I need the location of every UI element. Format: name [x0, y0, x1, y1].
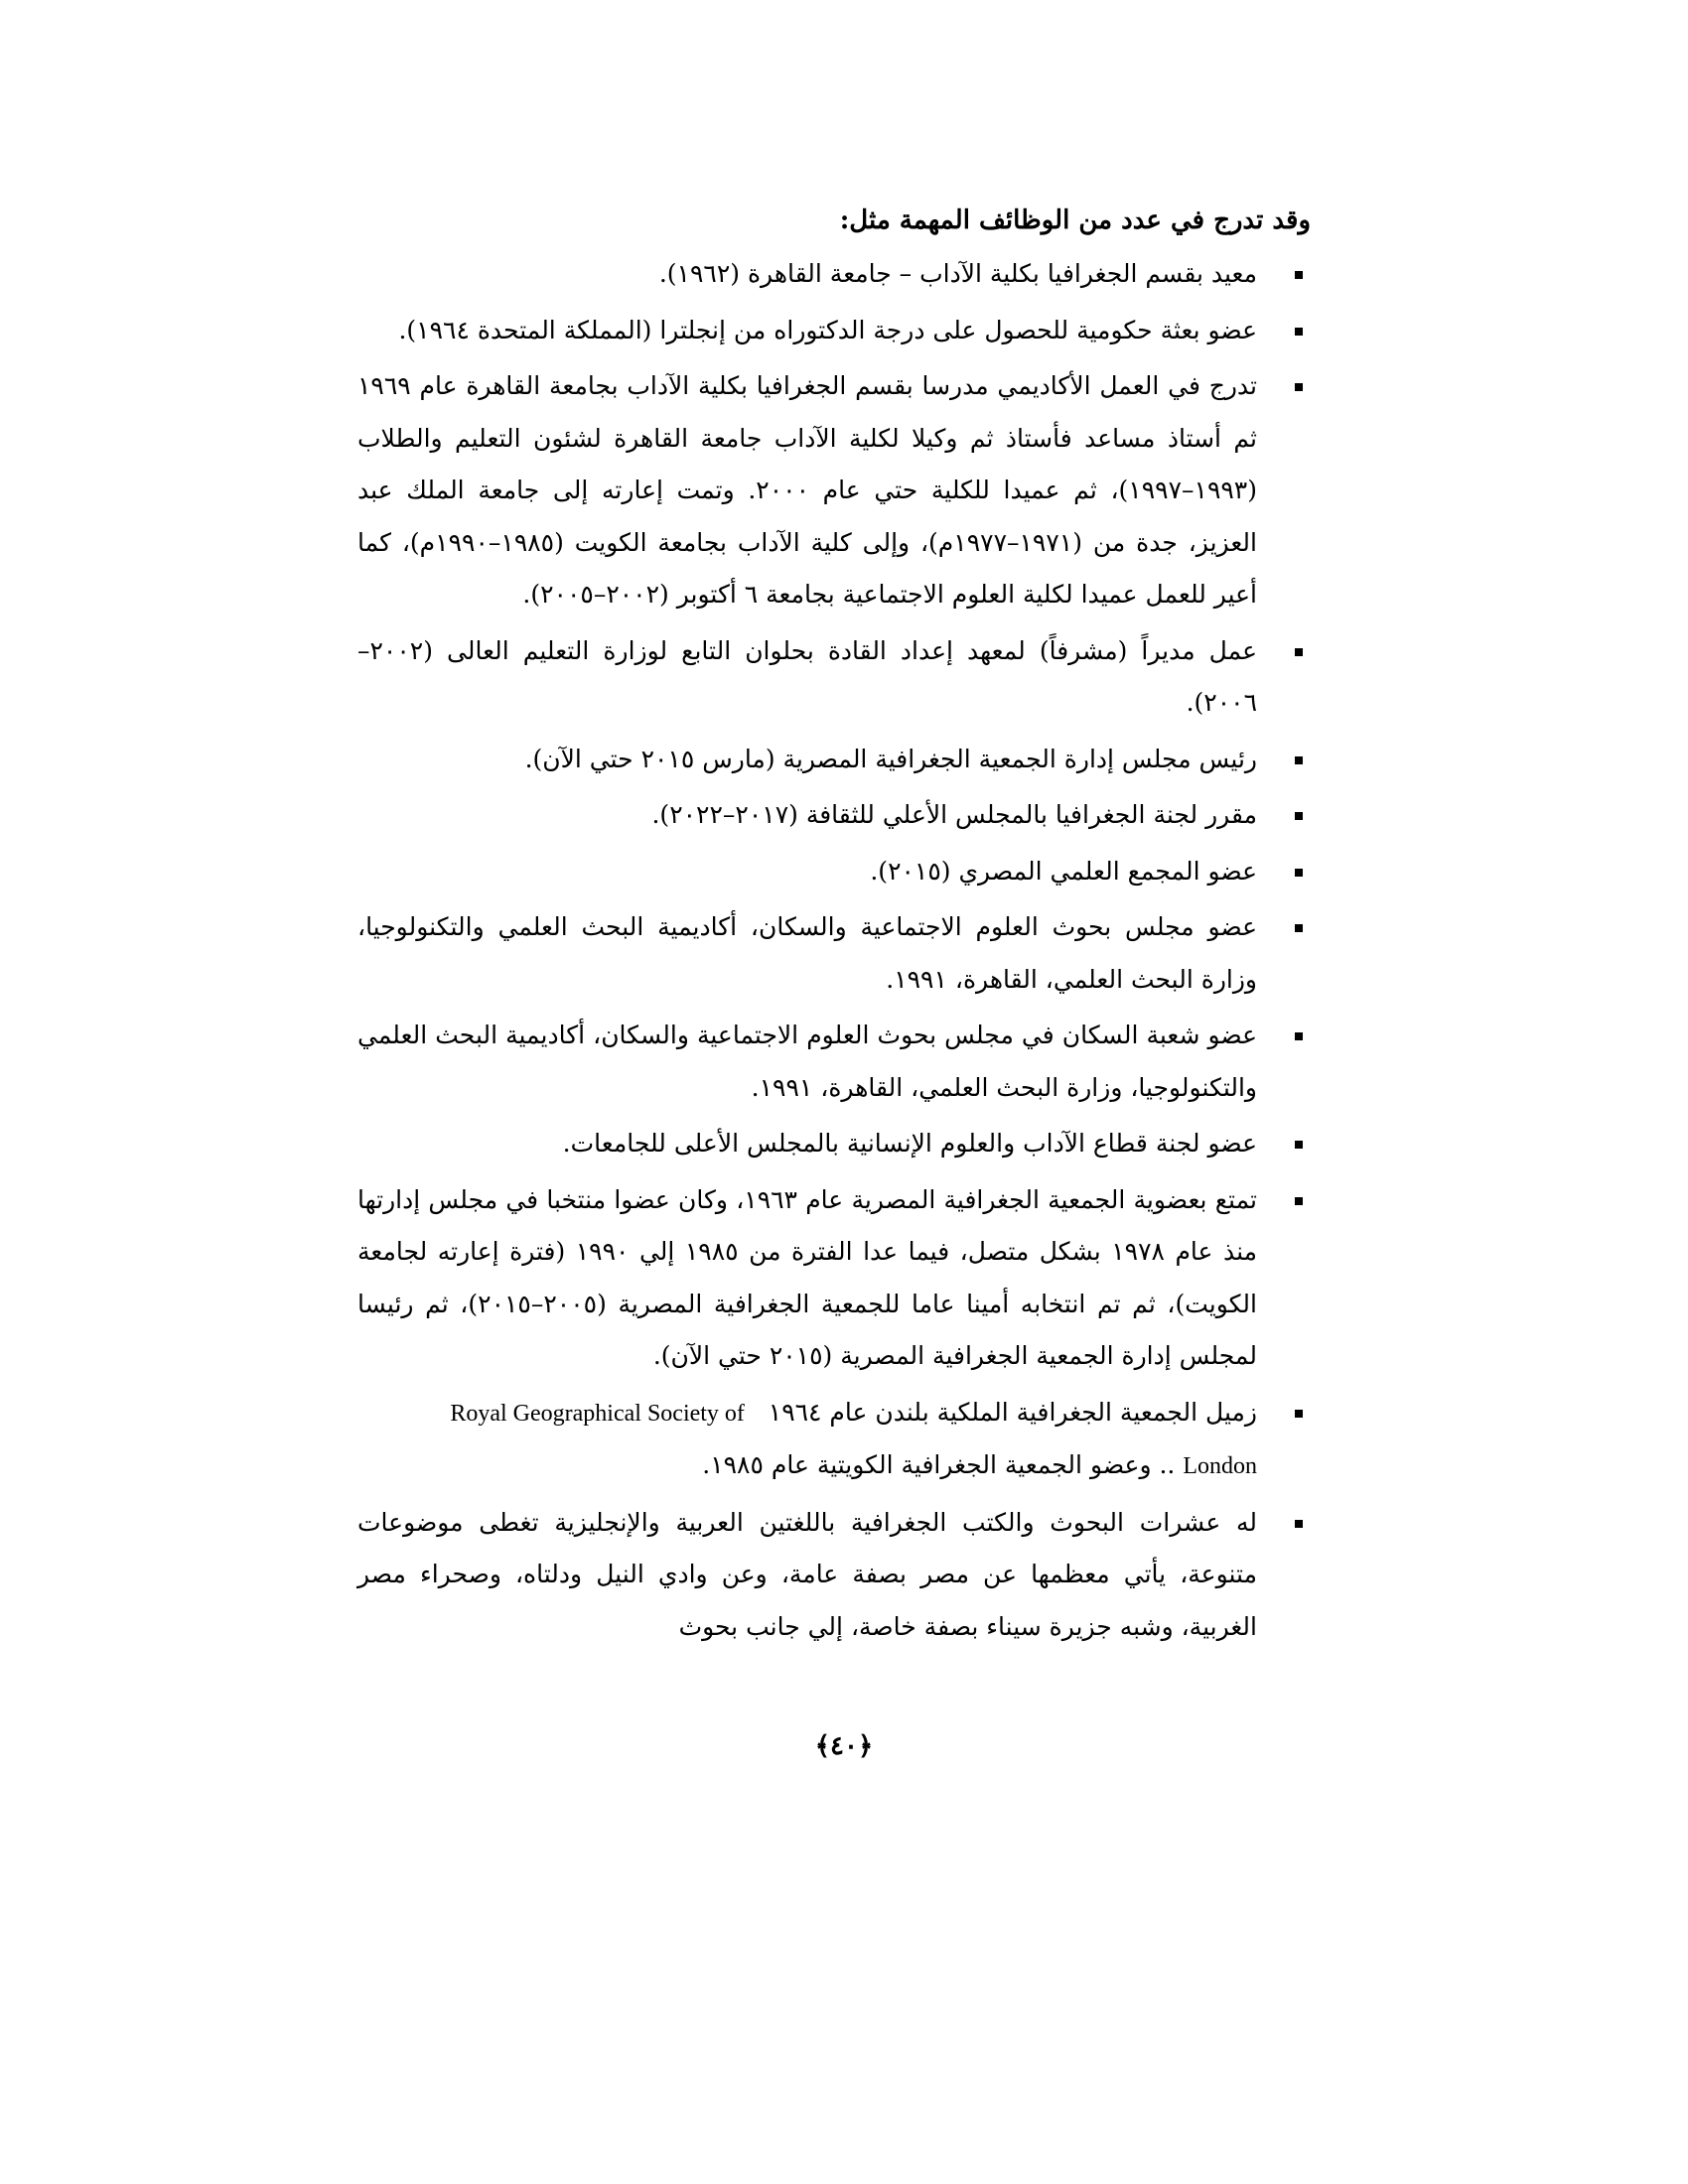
list-item — [357, 901, 1311, 1006]
square-bullet-icon — [1295, 648, 1303, 656]
list-item-text: له عشرات البحوث والكتب الجغرافية باللغتين العربية والإنجليزية تغطى موضوعات متنوعة، يأتي معظمها عن مصر بصفة عامة، وعن وادي النيل ودلتاه، وصحراء مصر الغربية، وشبه جزيرة سيناء بصفة خاصة، إلي جانب بحوث — [357, 1507, 1257, 1641]
square-bullet-icon — [1295, 328, 1303, 336]
list-item-text: عضو شعبة السكان في مجلس بحوث العلوم الاجتماعية والسكان، أكاديمية البحث العلمي والتكنولوجيا، وزارة البحث العلمي، القاهرة، ١٩٩١. — [357, 1021, 1257, 1102]
list-item — [357, 1010, 1311, 1114]
list-item-text: عمل مديراً (مشرفاً) لمعهد إعداد القادة بحلوان التابع لوزارة التعليم العالى (٢٠٠٢–٢٠٠٦). — [357, 635, 1257, 717]
list-item-line — [357, 1439, 1257, 1493]
square-bullet-icon — [1295, 1520, 1303, 1528]
list-item-text: تدرج في العمل الأكاديمي مدرسا بقسم الجغرافيا بكلية الآداب بجامعة القاهرة عام ١٩٦٩ ثم أستاذ مساعد فأستاذ ثم وكيلا لكلية الآداب جامعة القاهرة لشئون التعليم والطلاب (١٩٩٣–١٩٩٧)، ثم عميدا للكلية حتي عام ٢٠٠٠. وتمت إعارته إلى جامعة الملك عبد العزيز، جدة من (١٩٧١–١٩٧٧م)، وإلى كلية الآداب بجامعة الكويت (١٩٨٥–١٩٩٠م)، كما أعير للعمل عميدا لكلية العلوم الاجتماعية بجامعة ٦ أكتوبر (٢٠٠٢–٢٠٠٥). — [357, 371, 1257, 609]
list-item-text-english: London — [1183, 1453, 1257, 1479]
square-bullet-icon — [1295, 1141, 1303, 1149]
list-item — [357, 789, 1311, 842]
list-item-text: عضو مجلس بحوث العلوم الاجتماعية والسكان، أكاديمية البحث العلمي والتكنولوجيا، وزارة البحث العلمي، القاهرة، ١٩٩١. — [357, 912, 1257, 994]
section-heading: وقد تدرج في عدد من الوظائف المهمة مثل: — [839, 205, 1311, 235]
list-item-text: عضو لجنة قطاع الآداب والعلوم الإنسانية بالمجلس الأعلى للجامعات. — [562, 1129, 1257, 1158]
list-item — [357, 1497, 1311, 1654]
list-item — [357, 625, 1311, 730]
roles-list — [357, 248, 1311, 1653]
list-item-text: تمتع بعضوية الجمعية الجغرافية المصرية عام ١٩٦٣، وكان عضوا منتخبا في مجلس إدارتها منذ عام ١٩٧٨ بشكل متصل، فيما عدا الفترة من ١٩٨٥ إلي ١٩٩٠ (فترة إعارته لجامعة الكويت)، ثم تم انتخابه أمينا عاما للجمعية الجغرافية المصرية (٢٠٠٥–٢٠١٥)، ثم رئيسا لمجلس إدارة الجمعية الجغرافية المصرية (٢٠١٥ حتي الآن). — [357, 1184, 1257, 1370]
square-bullet-icon — [1295, 812, 1303, 820]
list-item-text: عضو بعثة حكومية للحصول على درجة الدكتوراه من إنجلترا (المملكة المتحدة ١٩٦٤). — [398, 315, 1257, 344]
page-number: ﴿٤٠﴾ — [814, 1731, 874, 1761]
list-item-text: معيد بقسم الجغرافيا بكلية الآداب – جامعة القاهرة (١٩٦٢). — [658, 259, 1257, 288]
list-item — [357, 305, 1311, 357]
square-bullet-icon — [1295, 271, 1303, 279]
list-item — [357, 1387, 1311, 1493]
list-item — [357, 248, 1311, 301]
square-bullet-icon — [1295, 1197, 1303, 1205]
list-item-text-arabic: .. وعضو الجمعية الجغرافية الكويتية عام ١٩٨٥. — [702, 1450, 1176, 1479]
square-bullet-icon — [1295, 1410, 1303, 1418]
list-item-text-arabic: زميل الجمعية الجغرافية الملكية بلندن عام ١٩٦٤ — [768, 1397, 1257, 1427]
list-item-text: عضو المجمع العلمي المصري (٢٠١٥). — [870, 856, 1257, 886]
list-item-text: مقرر لجنة الجغرافيا بالمجلس الأعلي للثقافة (٢٠١٧–٢٠٢٢). — [651, 800, 1257, 829]
list-item — [357, 1174, 1311, 1383]
square-bullet-icon — [1295, 383, 1303, 391]
document-page — [357, 195, 1311, 1657]
square-bullet-icon — [1295, 924, 1303, 932]
square-bullet-icon — [1295, 1032, 1303, 1040]
list-item — [357, 846, 1311, 898]
list-item — [357, 1118, 1311, 1170]
square-bullet-icon — [1295, 869, 1303, 877]
list-item-text: رئيس مجلس إدارة الجمعية الجغرافية المصرية (مارس ٢٠١٥ حتي الآن). — [524, 744, 1257, 773]
list-item — [357, 360, 1311, 621]
list-item-text-english: Royal Geographical Society of — [450, 1400, 745, 1427]
square-bullet-icon — [1295, 756, 1303, 764]
list-item — [357, 734, 1311, 786]
list-item-line — [450, 1398, 1257, 1427]
